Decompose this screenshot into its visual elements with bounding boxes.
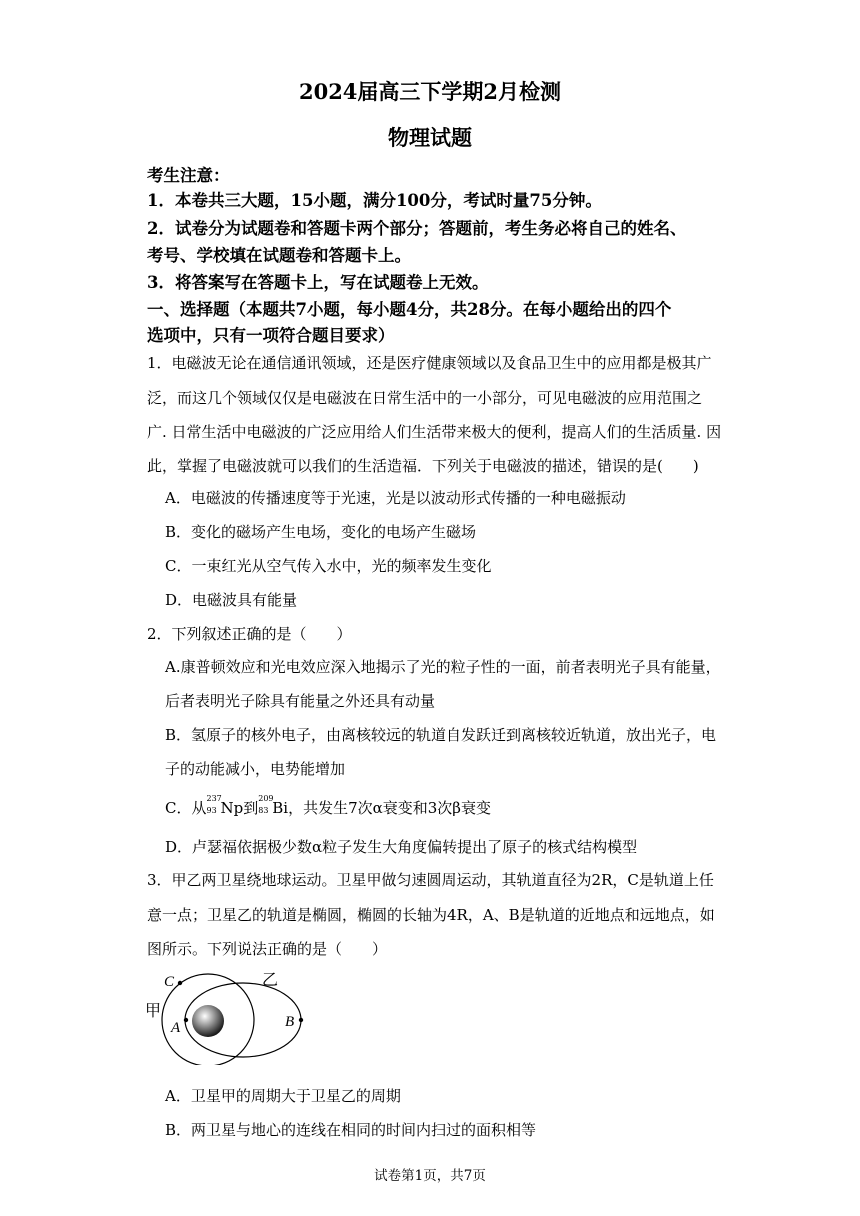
exam-subtitle: 物理试题 xyxy=(388,125,472,150)
bi-mass-number: 209 xyxy=(258,794,274,803)
earth xyxy=(192,1005,224,1037)
label-a: A xyxy=(171,1020,181,1036)
label-yi: 乙 xyxy=(262,970,279,989)
q3-option-b: B．两卫星与地心的连线在相同的时间内扫过的面积相等 xyxy=(165,1121,537,1139)
label-c: C xyxy=(164,974,175,990)
bi-atomic-number: 83 xyxy=(258,806,269,815)
q2-stem: 2．下列叙述正确的是（ ） xyxy=(147,625,352,643)
section-heading-cont: 选项中，只有一项符合题目要求） xyxy=(147,326,395,345)
q2-option-d: D．卢瑟福依据极少数α粒子发生大角度偏转提出了原子的核式结构模型 xyxy=(165,838,638,856)
notice-item: 1．本卷共三大题，15小题，满分100分，考试时量75分钟。 xyxy=(147,191,602,210)
label-jia: 甲 xyxy=(145,1001,162,1020)
q1-stem-line: 泛，而这几个领域仅仅是电磁波在日常生活中的一小部分，可见电磁波的应用范围之 xyxy=(147,389,703,407)
label-b: B xyxy=(285,1014,295,1030)
q3-option-a: A．卫星甲的周期大于卫星乙的周期 xyxy=(165,1087,401,1105)
orbit-diagram xyxy=(140,965,320,1065)
q2-option-c xyxy=(165,794,491,818)
q1-stem-line: 此，掌握了电磁波就可以我们的生活造福．下列关于电磁波的描述，错误的是( ) xyxy=(147,457,699,475)
notice-heading: 考生注意： xyxy=(147,166,230,185)
np-symbol: Np xyxy=(220,799,244,817)
q1-stem-line: 1．电磁波无论在通信通讯领域，还是医疗健康领域以及食品卫生中的应用都是极其广 xyxy=(147,354,712,372)
point-b xyxy=(299,1018,303,1022)
q1-option-b: B．变化的磁场产生电场，变化的电场产生磁场 xyxy=(165,523,477,541)
bismuth-nuclide xyxy=(258,794,274,817)
notice-item: 2．试卷分为试题卷和答题卡两个部分；答题前，考生务必将自己的姓名、 xyxy=(147,219,687,238)
q2-option-c-suffix: ，共发生7次α衰变和3次β衰变 xyxy=(288,799,491,817)
q2-option-a-cont: 后者表明光子除具有能量之外还具有动量 xyxy=(165,692,436,710)
q2-option-a: A.康普顿效应和光电效应深入地揭示了光的粒子性的一面，前者表明光子具有能量， xyxy=(165,658,721,676)
point-a xyxy=(184,1018,188,1022)
q2-option-c-mid: 到 xyxy=(243,799,259,817)
neptunium-nuclide xyxy=(206,794,222,817)
point-c xyxy=(178,981,182,985)
np-atomic-number: 93 xyxy=(206,806,217,815)
notice-item: 考号、学校填在试题卷和答题卡上。 xyxy=(147,246,411,265)
q2-option-b-cont: 子的动能减小，电势能增加 xyxy=(165,760,346,778)
exam-title: 2024届高三下学期2月检测 xyxy=(298,79,562,104)
section-heading: 一、选择题（本题共7小题，每小题4分，共28分。在每小题给出的四个 xyxy=(147,300,672,319)
q1-option-a: A．电磁波的传播速度等于光速，光是以波动形式传播的一种电磁振动 xyxy=(165,489,626,507)
q3-stem-line: 3．甲乙两卫星绕地球运动。卫星甲做匀速圆周运动，其轨道直径为2R，C是轨道上任 xyxy=(147,871,714,889)
bi-symbol: Bi xyxy=(272,799,289,817)
notice-item: 3．将答案写在答题卡上，写在试题卷上无效。 xyxy=(147,273,489,292)
q2-option-c-prefix: C．从 xyxy=(165,799,207,817)
q3-stem-line: 图所示。下列说法正确的是（ ） xyxy=(147,940,388,958)
np-mass-number: 237 xyxy=(206,794,222,803)
q1-option-d: D．电磁波具有能量 xyxy=(165,591,298,609)
q1-option-c: C．一束红光从空气传入水中，光的频率发生变化 xyxy=(165,557,492,575)
page-footer: 试卷第1页，共7页 xyxy=(374,1168,486,1184)
q2-option-b: B．氢原子的核外电子，由离核较远的轨道自发跃迁到离核较近轨道，放出光子，电 xyxy=(165,726,717,744)
q3-stem-line: 意一点；卫星乙的轨道是椭圆，椭圆的长轴为4R，A、B是轨道的近地点和远地点，如 xyxy=(147,906,715,924)
q1-stem-line: 广. 日常生活中电磁波的广泛应用给人们生活带来极大的便利，提高人们的生活质量. 因 xyxy=(147,423,722,441)
